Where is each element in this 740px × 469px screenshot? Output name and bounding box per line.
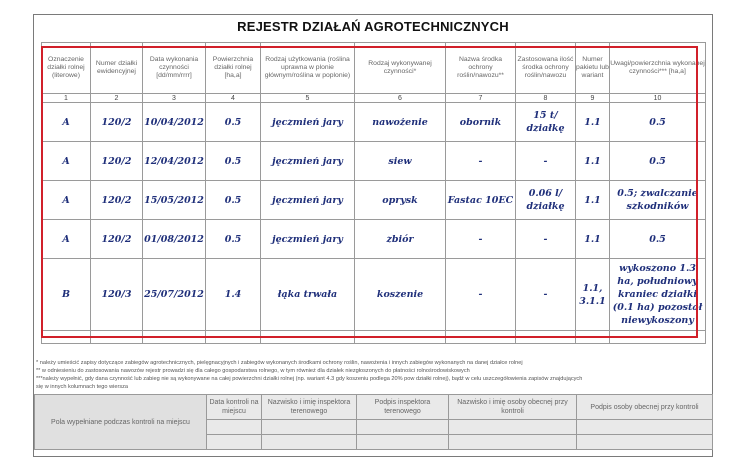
column-number: 4 (206, 94, 261, 103)
footnote: ** w odniesieniu do zastosowania nawozów rejestr prowadzi się dla całego gospodarstwa rolnego, w tym również dla działek niezgłoszonych do płatności rolnośrodowiskowych (36, 368, 470, 374)
cell-date: 25/07/2012 (143, 259, 206, 331)
cell-plot-id: A (42, 181, 91, 220)
cell-quantity: - (516, 220, 576, 259)
cell-parcel-number: 120/2 (91, 142, 143, 181)
cell-date: 15/05/2012 (143, 181, 206, 220)
column-number: 10 (610, 94, 706, 103)
footnote: ***należy wypełnić, gdy dana czynność lub zabieg nie są wykonywane na całej powierzchni działki rolnej (np. wariant 4.3 gdy koszeniu podlega 20% pow działki rolnej), bądź w celu uszczegółowienia zapisów znajdujących (36, 376, 583, 382)
column-header: Rodzaj użytkowania (roślina uprawna w plonie głównym/roślina w poplonie) (261, 43, 355, 94)
column-number: 8 (516, 94, 576, 103)
inspection-date-header: Data kontroli na miejscu (207, 395, 262, 420)
column-header: Powierzchnia działki rolnej [ha,a] (206, 43, 261, 94)
cell-area: 0.5 (206, 103, 261, 142)
cell-package: 1.1, 3.1.1 (576, 259, 610, 331)
cell-activity: koszenie (355, 259, 446, 331)
cell-date: 10/04/2012 (143, 103, 206, 142)
cell-activity: oprysk (355, 181, 446, 220)
cell-activity: zbiór (355, 220, 446, 259)
footnotes (36, 359, 710, 391)
cell-quantity: - (516, 259, 576, 331)
present-person-name-header: Nazwisko i imię osoby obecnej przy kontroli (449, 395, 577, 420)
cell-plot-id: A (42, 142, 91, 181)
register-table (41, 42, 706, 344)
cell-activity: nawożenie (355, 103, 446, 142)
cell-plot-id: B (42, 259, 91, 331)
table-row (42, 220, 706, 259)
cell-notes: 0.5 (610, 142, 706, 181)
inspection-table (34, 394, 713, 450)
column-number: 5 (261, 94, 355, 103)
inspector-name-header: Nazwisko i imię inspektora terenowego (262, 395, 357, 420)
cell-crop: jęczmień jary (261, 220, 355, 259)
column-number: 9 (576, 94, 610, 103)
cell-package: 1.1 (576, 220, 610, 259)
table-row (42, 181, 706, 220)
column-header: Uwagi/powierzchnia wykonanej czynności*** [ha,a] (610, 43, 706, 94)
cell-quantity: 0.06 l/ działkę (516, 181, 576, 220)
column-number: 7 (446, 94, 516, 103)
cell-date: 12/04/2012 (143, 142, 206, 181)
table-row (42, 259, 706, 331)
cell-date: 01/08/2012 (143, 220, 206, 259)
column-header: Numer działki ewidencyjnej (91, 43, 143, 94)
cell-crop: jęczmień jary (261, 103, 355, 142)
cell-product: - (446, 259, 516, 331)
cell-parcel-number: 120/2 (91, 181, 143, 220)
cell-crop: łąka trwała (261, 259, 355, 331)
cell-product: Fastac 10EC (446, 181, 516, 220)
cell-notes: wykoszono 1.3 ha, południowy kraniec działki (0.1 ha) pozostał niewykoszony (610, 259, 706, 331)
column-header: Oznaczenie działki rolnej (literowe) (42, 43, 91, 94)
cell-product: - (446, 220, 516, 259)
cell-notes: 0.5 (610, 220, 706, 259)
cell-crop: jęczmień jary (261, 142, 355, 181)
footnote: * należy umieścić zapisy dotyczące zabiegów agrotechnicznych, pielęgnacyjnych i zabiegów wykonanych środkami ochrony roślin, nawożenia i innych zabiegów wykonanych na danej działce rolnej (36, 360, 523, 366)
column-header: Numer pakietu lub wariant (576, 43, 610, 94)
column-number: 1 (42, 94, 91, 103)
cell-notes: 0.5 (610, 103, 706, 142)
cell-parcel-number: 120/2 (91, 220, 143, 259)
inspector-signature-header: Podpis inspektora terenowego (357, 395, 449, 420)
column-header: Data wykonania czynności [dd/mm/rrrr] (143, 43, 206, 94)
table-row (42, 142, 706, 181)
cell-area: 0.5 (206, 142, 261, 181)
document-title: REJESTR DZIAŁAŃ AGROTECHNICZNYCH (237, 19, 509, 34)
cell-area: 1.4 (206, 259, 261, 331)
inspection-left-label: Pola wypełniane podczas kontroli na miejscu (35, 395, 207, 450)
cell-plot-id: A (42, 220, 91, 259)
cell-plot-id: A (42, 103, 91, 142)
cell-parcel-number: 120/3 (91, 259, 143, 331)
cell-area: 0.5 (206, 181, 261, 220)
cell-crop: jęczmień jary (261, 181, 355, 220)
column-header: Zastosowana ilość środka ochrony roślin/nawozu (516, 43, 576, 94)
header-row (42, 43, 706, 94)
cell-quantity: 15 t/ działkę (516, 103, 576, 142)
column-header: Nazwa środka ochrony roślin/nawozu** (446, 43, 516, 94)
footnote: się w innych kolumnach tego wiersza (36, 384, 129, 390)
cell-activity: siew (355, 142, 446, 181)
empty-row (42, 331, 706, 344)
cell-area: 0.5 (206, 220, 261, 259)
cell-quantity: - (516, 142, 576, 181)
cell-product: - (446, 142, 516, 181)
cell-package: 1.1 (576, 103, 610, 142)
table-row (42, 103, 706, 142)
column-number: 6 (355, 94, 446, 103)
column-number-row (42, 94, 706, 103)
column-header: Rodzaj wykonywanej czynności* (355, 43, 446, 94)
register-sheet (33, 14, 713, 457)
present-person-signature-header: Podpis osoby obecnej przy kontroli (577, 395, 713, 420)
cell-package: 1.1 (576, 142, 610, 181)
inspection-header-row (35, 395, 713, 420)
column-number: 2 (91, 94, 143, 103)
column-number: 3 (143, 94, 206, 103)
cell-parcel-number: 120/2 (91, 103, 143, 142)
cell-product: obornik (446, 103, 516, 142)
cell-notes: 0.5; zwalczanie szkodników (610, 181, 706, 220)
cell-package: 1.1 (576, 181, 610, 220)
